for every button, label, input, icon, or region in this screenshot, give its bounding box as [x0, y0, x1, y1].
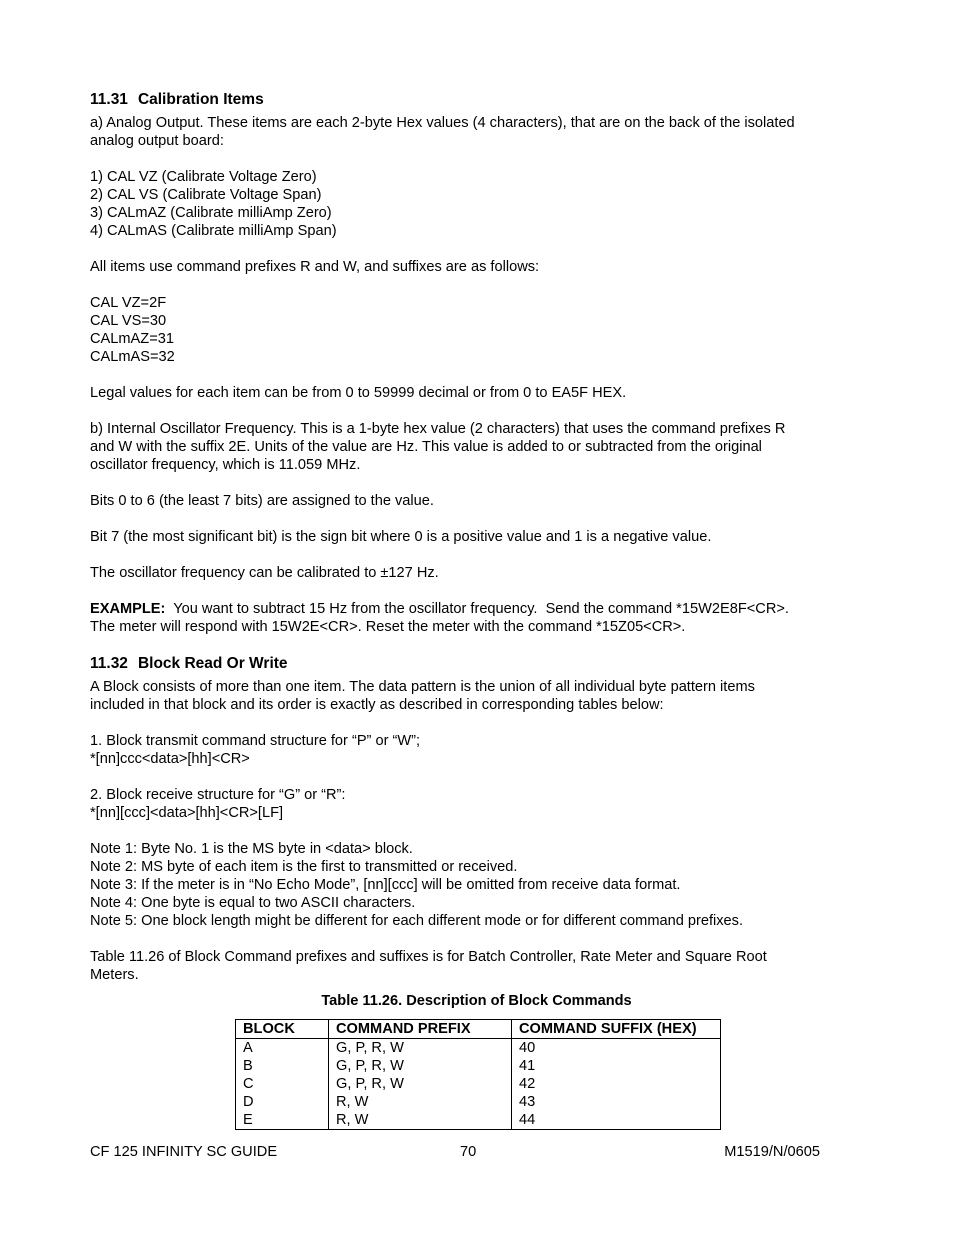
- footer-document-code: M1519/N/0605: [724, 1144, 820, 1160]
- table-cell: 40: [512, 1039, 721, 1058]
- footer-document-title: CF 125 INFINITY SC GUIDE: [90, 1144, 278, 1160]
- table-cell: R, W: [329, 1111, 512, 1130]
- table-cell: 42: [512, 1075, 721, 1093]
- analog-intro-line-2: analog output board:: [90, 133, 224, 149]
- page-footer: [90, 1143, 820, 1161]
- receive-title: 2. Block receive structure for “G” or “R”:: [90, 787, 346, 803]
- list-item: CAL VS=30: [90, 313, 167, 329]
- table-cell: G, P, R, W: [329, 1075, 512, 1093]
- column-header-suffix: COMMAND SUFFIX (HEX): [512, 1020, 721, 1039]
- section-heading-11-31: [90, 90, 860, 110]
- table-row: [236, 1057, 721, 1075]
- transmit-format: *[nn]ccc<data>[hh]<CR>: [90, 751, 250, 767]
- block-commands-table: [235, 1019, 721, 1130]
- table-reference-line-1: Table 11.26 of Block Command prefixes and suffixes is for Batch Controller, Rate Meter and Square Root: [90, 949, 767, 965]
- sign-bit-paragraph: Bit 7 (the most significant bit) is the sign bit where 0 is a positive value and 1 is a negative value.: [90, 529, 712, 545]
- example-label: EXAMPLE:: [90, 601, 166, 617]
- note-item: Note 4: One byte is equal to two ASCII characters.: [90, 895, 416, 911]
- list-item: CAL VZ=2F: [90, 295, 167, 311]
- table-row: [236, 1075, 721, 1093]
- table-cell: A: [236, 1039, 329, 1058]
- table-row: [236, 1093, 721, 1111]
- table-row: [236, 1111, 721, 1130]
- receive-format: *[nn][ccc]<data>[hh]<CR>[LF]: [90, 805, 284, 821]
- prefix-note: All items use command prefixes R and W, and suffixes are as follows:: [90, 259, 540, 275]
- section-number: 11.31: [90, 91, 128, 108]
- table-row: [236, 1039, 721, 1058]
- oscillator-line-2: and W with the suffix 2E. Units of the value are Hz. This value is added to or subtracted from the original: [90, 439, 762, 455]
- oscillator-line-1: b) Internal Oscillator Frequency. This is a 1-byte hex value (2 characters) that uses the command prefixes R: [90, 421, 786, 437]
- table-cell: 43: [512, 1093, 721, 1111]
- bits-paragraph: Bits 0 to 6 (the least 7 bits) are assigned to the value.: [90, 493, 434, 509]
- example-line-2: The meter will respond with 15W2E<CR>. Reset the meter with the command *15Z05<CR>.: [90, 619, 686, 635]
- table-caption: Table 11.26. Description of Block Commands: [321, 993, 632, 1009]
- list-item: 2) CAL VS (Calibrate Voltage Span): [90, 187, 322, 203]
- legal-values: Legal values for each item can be from 0 to 59999 decimal or from 0 to EA5F HEX.: [90, 385, 627, 401]
- page-content: [90, 90, 860, 1130]
- note-item: Note 5: One block length might be different for each different mode or for different command prefixes.: [90, 913, 744, 929]
- table-cell: G, P, R, W: [329, 1039, 512, 1058]
- table-cell: C: [236, 1075, 329, 1093]
- section-number: 11.32: [90, 655, 128, 672]
- list-item: 4) CALmAS (Calibrate milliAmp Span): [90, 223, 337, 239]
- note-item: Note 3: If the meter is in “No Echo Mode”, [nn][ccc] will be omitted from receive data format.: [90, 877, 681, 893]
- calibration-range: The oscillator frequency can be calibrated to ±127 Hz.: [90, 565, 439, 581]
- table-cell: 44: [512, 1111, 721, 1130]
- transmit-title: 1. Block transmit command structure for “P” or “W”;: [90, 733, 421, 749]
- oscillator-paragraph: [90, 420, 860, 474]
- example-paragraph: [90, 600, 860, 636]
- note-item: Note 2: MS byte of each item is the first to transmitted or received.: [90, 859, 518, 875]
- list-item: 1) CAL VZ (Calibrate Voltage Zero): [90, 169, 317, 185]
- table-cell: G, P, R, W: [329, 1057, 512, 1075]
- oscillator-line-3: oscillator frequency, which is 11.059 MHz.: [90, 457, 361, 473]
- column-header-prefix: COMMAND PREFIX: [329, 1020, 512, 1039]
- example-line-1: You want to subtract 15 Hz from the oscillator frequency. Send the command *15W2E8F<CR>.: [165, 601, 789, 617]
- suffix-list: [90, 294, 860, 366]
- table-cell: 41: [512, 1057, 721, 1075]
- note-item: Note 1: Byte No. 1 is the MS byte in <data> block.: [90, 841, 413, 857]
- block-intro-line-1: A Block consists of more than one item. The data pattern is the union of all individual byte pattern items: [90, 679, 755, 695]
- table-cell: E: [236, 1111, 329, 1130]
- block-intro-line-2: included in that block and its order is exactly as described in corresponding tables below:: [90, 697, 664, 713]
- list-item: CALmAS=32: [90, 349, 175, 365]
- section-heading-11-32: [90, 654, 860, 674]
- table-cell: D: [236, 1093, 329, 1111]
- table-reference-line-2: Meters.: [90, 967, 139, 983]
- section-title: Block Read Or Write: [137, 655, 288, 672]
- page-number: 70: [460, 1144, 477, 1160]
- column-header-block: BLOCK: [236, 1020, 329, 1039]
- table-cell: R, W: [329, 1093, 512, 1111]
- block-intro: [90, 678, 860, 714]
- analog-intro: [90, 114, 860, 150]
- notes-list: [90, 840, 860, 930]
- list-item: 3) CALmAZ (Calibrate milliAmp Zero): [90, 205, 332, 221]
- table-reference: [90, 948, 860, 984]
- calibration-items-list: [90, 168, 860, 240]
- section-title: Calibration Items: [137, 91, 264, 108]
- list-item: CALmAZ=31: [90, 331, 174, 347]
- table-cell: B: [236, 1057, 329, 1075]
- table-header-row: [236, 1020, 721, 1039]
- analog-intro-line-1: a) Analog Output. These items are each 2-byte Hex values (4 characters), that are on the back of the isolated: [90, 115, 795, 131]
